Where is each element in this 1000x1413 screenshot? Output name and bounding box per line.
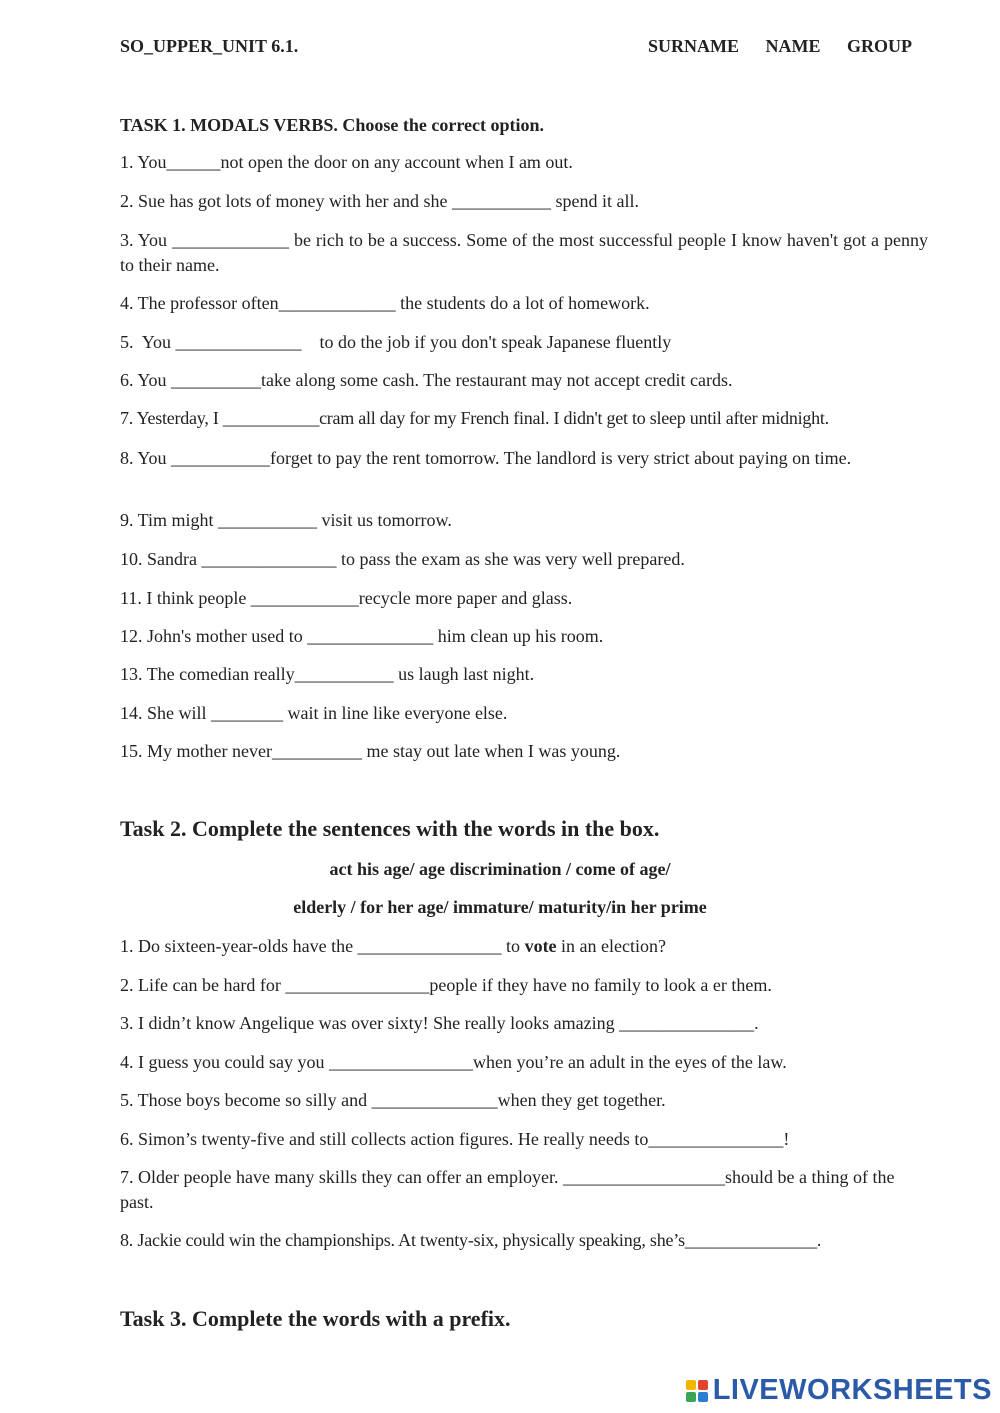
task1-item-3[interactable]: 3. You _____________ be rich to be a success. Some of the most successful people I know haven't got a penny to their name. [120, 230, 928, 275]
task1-item-7[interactable]: 7. Yesterday, I ___________cram all day for my French final. I didn't get to sleep until after midnight. [120, 408, 829, 428]
unit-code: SO_UPPER_UNIT 6.1. [120, 36, 299, 56]
task1-item-11[interactable]: 11. I think people ____________recycle more paper and glass. [120, 588, 573, 608]
task2-item-2[interactable]: 2. Life can be hard for ________________people if they have no family to look a er them. [120, 975, 772, 995]
task3-title: Task 3. Complete the words with a prefix. [120, 1306, 511, 1331]
task1-item-1[interactable]: 1. You______not open the door on any account when I am out. [120, 152, 573, 172]
name-label: NAME [765, 36, 821, 56]
logo-square-blue [698, 1392, 708, 1402]
task2-item-7[interactable]: 7. Older people have many skills they can offer an employer. __________________should be a thing of the past. [120, 1167, 895, 1212]
task1-item-10[interactable]: 10. Sandra _______________ to pass the exam as she was very well prepared. [120, 549, 685, 569]
task2-item-1[interactable] [120, 934, 928, 959]
group-label: GROUP [847, 36, 912, 56]
liveworksheets-logo-icon [686, 1380, 708, 1402]
task1-item-2[interactable]: 2. Sue has got lots of money with her and she ___________ spend it all. [120, 191, 639, 211]
task1-title: TASK 1. MODALS VERBS. Choose the correct option. [120, 115, 545, 135]
liveworksheets-logo [686, 1374, 992, 1407]
task2-item-4[interactable]: 4. I guess you could say you ________________when you’re an adult in the eyes of the law. [120, 1052, 787, 1072]
surname-label: SURNAME [647, 36, 739, 56]
task2-item-1-bold: vote [524, 936, 557, 956]
task2-word-box-line-2: elderly / for her age/ immature/ maturity/in her prime [293, 897, 707, 917]
task1-item-13[interactable]: 13. The comedian really___________ us laugh last night. [120, 664, 535, 684]
task1-item-4[interactable]: 4. The professor often_____________ the students do a lot of homework. [120, 293, 650, 313]
task1-item-6[interactable]: 6. You __________take along some cash. The restaurant may not accept credit cards. [120, 370, 733, 390]
task2-item-1-text: 1. Do sixteen-year-olds have the ________________ to [120, 936, 525, 956]
task2-item-6[interactable]: 6. Simon’s twenty-five and still collects action figures. He really needs to_______________! [120, 1129, 790, 1149]
logo-square-green [686, 1392, 696, 1402]
task1-item-14[interactable]: 14. She will ________ wait in line like everyone else. [120, 703, 508, 723]
liveworksheets-logo-text: LIVEWORKSHEETS [712, 1374, 992, 1406]
task2-item-3[interactable]: 3. I didn’t know Angelique was over sixty! She really looks amazing _______________. [120, 1013, 759, 1033]
task1-item-12[interactable]: 12. John's mother used to ______________ him clean up his room. [120, 626, 604, 646]
task1-item-5[interactable]: 5. You ______________ to do the job if you don't speak Japanese fluently [120, 332, 672, 352]
logo-square-yellow [686, 1380, 696, 1390]
task1-item-9[interactable]: 9. Tim might ___________ visit us tomorrow. [120, 510, 452, 530]
task2-item-1-tail: in an election? [556, 936, 666, 956]
task1-item-8[interactable]: 8. You ___________forget to pay the rent tomorrow. The landlord is very strict about paying on time. [120, 448, 852, 468]
task1-item-15[interactable]: 15. My mother never__________ me stay out late when I was young. [120, 741, 621, 761]
student-fields [626, 36, 912, 57]
task2-title: Task 2. Complete the sentences with the words in the box. [120, 816, 660, 841]
task2-item-5[interactable]: 5. Those boys become so silly and ______________when they get together. [120, 1090, 666, 1110]
task2-item-8[interactable]: 8. Jackie could win the championships. At twenty-six, physically speaking, she’s_______________. [120, 1230, 822, 1250]
task2-word-box-line-1: act his age/ age discrimination / come of age/ [329, 859, 671, 879]
logo-square-red [698, 1380, 708, 1390]
